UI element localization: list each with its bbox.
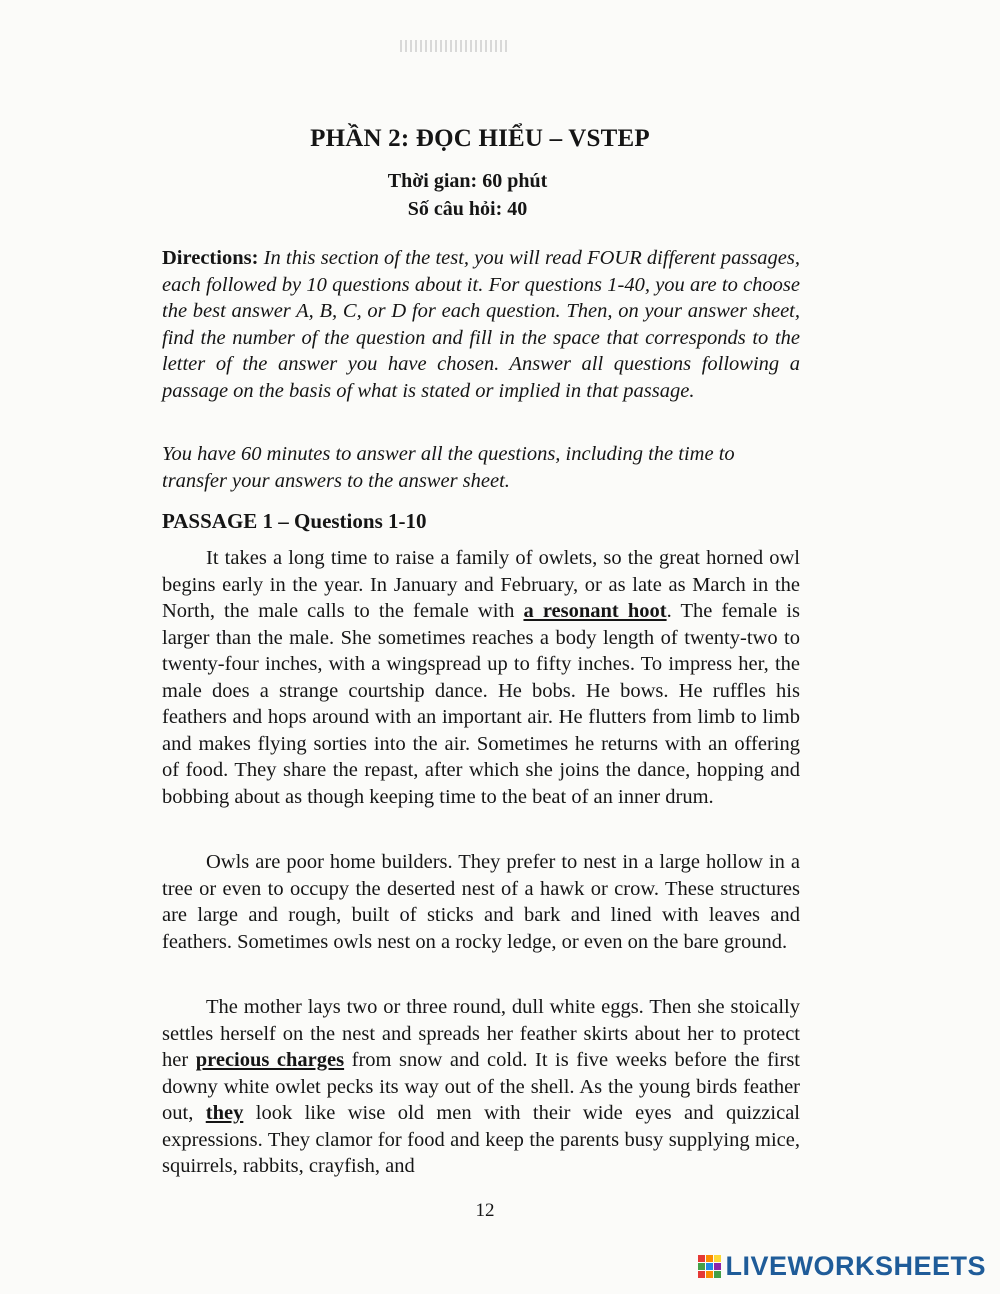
- logo-square: [714, 1271, 721, 1278]
- time-limit: Thời gian: 60 phút: [387, 170, 548, 192]
- highlight-they: they: [205, 1102, 244, 1124]
- logo-square: [706, 1263, 713, 1270]
- logo-square: [698, 1271, 705, 1278]
- logo-square: [714, 1255, 721, 1262]
- paragraph-1-text-b: . The female is larger than the male. She sometimes reaches a body length of twenty-two to twenty-four inches, with a wingspread up to fifty inches. To impress her, the male does a strange courtship dance. He bobs. He bows. He ruffles his feathers and hops around with an important air. He flutters from limb to limb and makes flying sorties into the air. Sometimes he returns with an offering of food. They share the repast, after which she joins the dance, hopping and bobbing about as though keeping time to the beat of an inner drum.: [162, 600, 800, 808]
- directions-label: Directions:: [162, 247, 259, 269]
- section-title: PHẦN 2: ĐỌC HIỂU – VSTEP: [310, 125, 650, 152]
- logo-square: [698, 1255, 705, 1262]
- logo-square: [714, 1263, 721, 1270]
- passage-paragraph-2: Owls are poor home builders. They prefer to nest in a large hollow in a tree or even to occupy the deserted nest of a hawk or crow. These structures are large and rough, built of sticks and bark and lined with leaves and feathers. Sometimes owls nest on a rocky ledge, or even on the bare ground.: [162, 851, 800, 953]
- passage-paragraph-1: [162, 545, 800, 810]
- highlight-precious-charges: precious charges: [195, 1049, 345, 1071]
- passage-paragraph-3: [162, 994, 800, 1180]
- highlight-resonant-hoot: a resonant hoot: [523, 600, 667, 622]
- paragraph-3-text-b: from snow and cold. It is five weeks before the first downy white owlet pecks its way out of the shell. As the young birds feather out,: [162, 1049, 800, 1124]
- passage-heading: PASSAGE 1 – Questions 1-10: [162, 509, 427, 533]
- directions: [162, 245, 800, 404]
- paragraph-3-text-c: look like wise old men with their wide eyes and quizzical expressions. They clamor for food and keep the parents busy supplying mice, squirrels, rabbits, crayfish, and: [162, 1102, 801, 1177]
- paragraph-3-text-a: The mother lays two or three round, dull white eggs. Then she stoically settles herself on the nest and spreads her feather skirts about her to protect her: [162, 996, 800, 1071]
- question-count: Số câu hỏi: 40: [407, 198, 528, 220]
- logo-square: [698, 1263, 705, 1270]
- watermark-text: LIVEWORKSHEETS: [725, 1251, 986, 1281]
- directions-text: In this section of the test, you will read FOUR different passages, each followed by 10 questions about it. For questions 1-40, you are to choose the best answer A, B, C, or D for each question. Then, on your answer sheet, find the number of the question and fill in the space that corresponds to the letter of the answer you have chosen. Answer all questions following a passage on the basis of what is stated or implied in that passage.: [162, 247, 801, 402]
- logo-square: [706, 1255, 713, 1262]
- liveworksheets-logo-icon: [698, 1255, 721, 1278]
- page-number: 12: [475, 1200, 495, 1221]
- liveworksheets-watermark: [698, 1251, 986, 1282]
- scan-smudge: [400, 40, 510, 52]
- logo-square: [706, 1271, 713, 1278]
- paragraph-1-text-a: It takes a long time to raise a family of owlets, so the great horned owl begins early in the year. In January and February, or as late as March in the North, the male calls to the female with: [162, 547, 800, 622]
- time-note: You have 60 minutes to answer all the questions, including the time to transfer your answers to the answer sheet.: [162, 443, 735, 492]
